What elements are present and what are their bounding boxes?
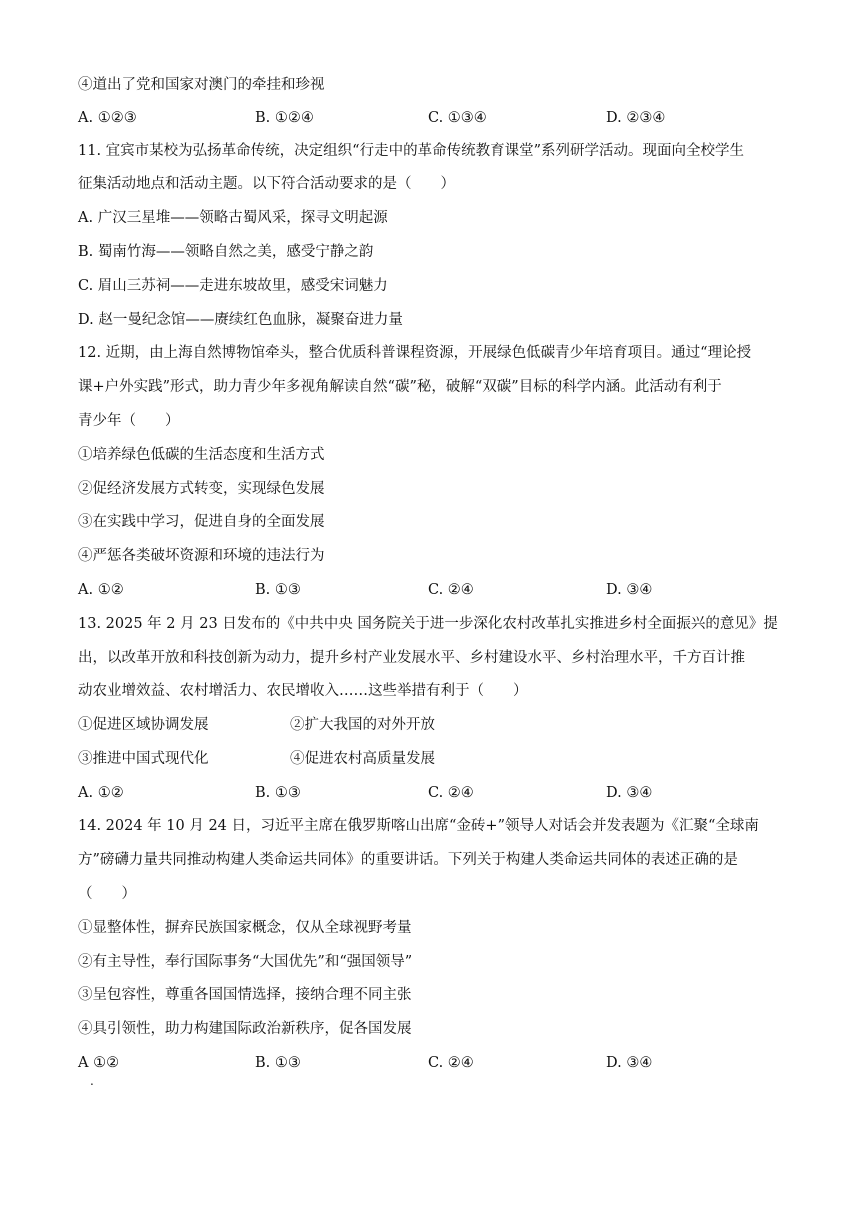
- q14-stem-line-3: （ ）: [78, 886, 136, 902]
- q13-item-1: ①促进区域协调发展: [78, 717, 209, 733]
- q13-stem-line-2: 出，以改革开放和科技创新为动力，提升乡村产业发展水平、乡村建设水平、乡村治理水平，千方百计推: [78, 650, 745, 666]
- q14-options: [78, 1053, 778, 1073]
- q14-stem-line-1: 14. 2024 年 10 月 24 日，习近平主席在俄罗斯喀山出席“金砖+”领导人对话会并发表题为《汇聚“全球南: [78, 818, 759, 834]
- q12-option-a: A. ①②: [78, 582, 124, 598]
- q14-option-c: C. ②④: [428, 1055, 474, 1071]
- q14-option-d: D. ③④: [606, 1055, 653, 1071]
- q12-option-c: C. ②④: [428, 582, 474, 598]
- q12-stem-line-1: 12. 近期，由上海自然博物馆牵头，整合优质科普课程资源，开展绿色低碳青少年培育项目。通过“理论授: [78, 345, 752, 361]
- q12-item-2: ②促经济发展方式转变，实现绿色发展: [78, 481, 325, 497]
- q11-option-b: B. 蜀南竹海——领略自然之美，感受宁静之韵: [78, 244, 374, 260]
- q12-options: [78, 580, 778, 600]
- q13-option-a: A. ①②: [78, 785, 124, 801]
- q12-item-1: ①培养绿色低碳的生活态度和生活方式: [78, 447, 325, 463]
- q10-item-4: ④道出了党和国家对澳门的牵挂和珍视: [78, 77, 325, 93]
- q10-option-c: C. ①③④: [428, 110, 487, 126]
- q14-item-2: ②有主导性，奉行国际事务“大国优先”和“强国领导”: [78, 954, 413, 970]
- q11-stem-line-1: 11. 宜宾市某校为弘扬革命传统，决定组织“行走中的革命传统教育课堂”系列研学活动。现面向全校学生: [78, 143, 744, 159]
- q10-option-a: A. ①②③: [78, 110, 137, 126]
- q11-option-d: D. 赵一曼纪念馆——赓续红色血脉，凝聚奋进力量: [78, 312, 403, 328]
- q13-stem-line-1: 13. 2025 年 2 月 23 日发布的《中共中央 国务院关于进一步深化农村改革扎实推进乡村全面振兴的意见》提: [78, 616, 778, 632]
- q12-stem-line-2: 课+户外实践”形式，助力青少年多视角解读自然“碳”秘，破解“双碳”目标的科学内涵。此活动有利于: [78, 379, 722, 395]
- q13-item-3: ③推进中国式现代化: [78, 751, 209, 767]
- q13-option-c: C. ②④: [428, 785, 474, 801]
- q12-stem-line-3: 青少年（ ）: [78, 413, 180, 429]
- q14-item-3: ③呈包容性，尊重各国国情选择，接纳合理不同主张: [78, 987, 412, 1003]
- q10-option-b: B. ①②④: [255, 110, 314, 126]
- q11-stem-line-2: 征集活动地点和活动主题。以下符合活动要求的是（ ）: [78, 176, 455, 192]
- q13-items-row-1: [78, 715, 778, 735]
- q11-option-c: C. 眉山三苏祠——走进东坡故里，感受宋词魅力: [78, 278, 388, 294]
- q13-option-d: D. ③④: [606, 785, 653, 801]
- q12-option-b: B. ①③: [255, 582, 301, 598]
- q13-item-4: ④促进农村高质量发展: [290, 751, 435, 767]
- q10-option-d: D. ②③④: [606, 110, 666, 126]
- q13-options: [78, 783, 778, 803]
- q14-option-a: A ①②: [78, 1055, 120, 1071]
- q13-option-b: B. ①③: [255, 785, 301, 801]
- q11-option-a: A. 广汉三星堆——领略古蜀风采，探寻文明起源: [78, 210, 388, 226]
- q12-item-3: ③在实践中学习，促进自身的全面发展: [78, 514, 325, 530]
- q13-stem-line-3: 动农业增效益、农村增活力、农民增收入……这些举措有利于（ ）: [78, 683, 528, 699]
- q10-options: [78, 108, 778, 128]
- q12-option-d: D. ③④: [606, 582, 653, 598]
- q13-items-row-2: [78, 749, 778, 769]
- q14-item-4: ④具引领性，助力构建国际政治新秩序，促各国发展: [78, 1021, 412, 1037]
- q13-item-2: ②扩大我国的对外开放: [290, 717, 435, 733]
- q14-option-b: B. ①③: [255, 1055, 301, 1071]
- q14-item-1: ①显整体性，摒弃民族国家概念，仅从全球视野考量: [78, 920, 412, 936]
- q12-item-4: ④严惩各类破坏资源和环境的违法行为: [78, 548, 325, 564]
- q14-stem-line-2: 方”磅礴力量共同推动构建人类命运共同体》的重要讲话。下列关于构建人类命运共同体的表述正确的是: [78, 852, 738, 868]
- stray-dot-mark: .: [90, 1074, 94, 1088]
